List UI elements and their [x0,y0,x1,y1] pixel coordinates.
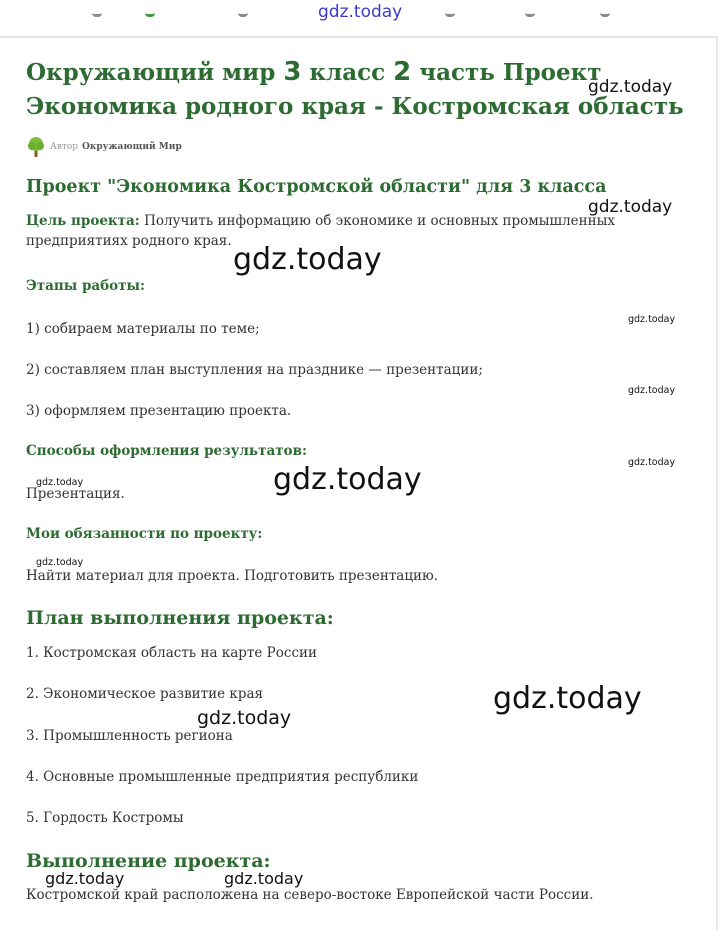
watermark: gdz.today [233,242,382,277]
project-heading: Проект "Экономика Костромской области" для 3 класса [26,177,607,197]
plan-item: 1. Костромская область на карте России [26,645,317,661]
duties-text: Найти материал для проекта. Подготовить презентацию. [26,568,439,584]
watermark: gdz.today [36,477,84,488]
plan-heading: План выполнения проекта: [26,607,334,629]
page-title: Окружающий мир 3 класс 2 часть Проект Экономика родного края - Костромская область [26,57,684,120]
methods-text: Презентация. [26,486,125,502]
watermark: gdz.today [628,385,676,396]
goal-label: Цель проекта: [26,213,140,229]
stage-item: 3) оформляем презентацию проекта. [26,403,292,419]
watermark: gdz.today [224,869,304,888]
stages-label: Этапы работы: [26,278,146,294]
plan-item: 2. Экономическое развитие края [26,686,264,702]
toolbar-icon[interactable] [145,8,155,17]
watermark: gdz.today [588,77,673,97]
plan-item: 3. Промышленность региона [26,728,233,744]
watermark: gdz.today [628,314,676,325]
stage-item: 2) составляем план выступления на празднике — презентации; [26,362,483,378]
watermark: gdz.today [45,869,125,888]
watermark: gdz.today [628,457,676,468]
author-line [26,136,182,158]
toolbar-icon[interactable] [600,8,610,17]
stage-item: 1) собираем материалы по теме; [26,321,260,337]
toolbar-icon[interactable] [92,8,102,17]
watermark: gdz.today [36,557,84,568]
toolbar-icon[interactable] [525,8,535,17]
plan-item: 5. Гордость Костромы [26,810,184,826]
duties-label: Мои обязанности по проекту: [26,526,263,542]
execution-text: Костромской край расположена на северо-востоке Европейской части России. [26,887,594,903]
toolbar-icon[interactable] [445,8,455,17]
methods-label: Способы оформления результатов: [26,443,307,459]
watermark: gdz.today [273,462,422,497]
plan-item: 4. Основные промышленные предприятия республики [26,769,419,785]
watermark: gdz.today [493,681,642,716]
tree-icon [26,136,46,158]
browser-top-strip [0,0,718,38]
author-name[interactable]: Окружающий Мир [82,142,182,152]
toolbar-icon[interactable] [238,8,248,17]
goal-text: Получить информацию об экономике и основных промышленных предприятиях родного края. [26,213,615,249]
watermark: gdz.today [197,707,292,729]
author-label: Автор [50,142,79,152]
watermark: gdz.today [588,197,673,217]
watermark: gdz.today [318,2,403,22]
execution-heading: Выполнение проекта: [26,850,271,872]
